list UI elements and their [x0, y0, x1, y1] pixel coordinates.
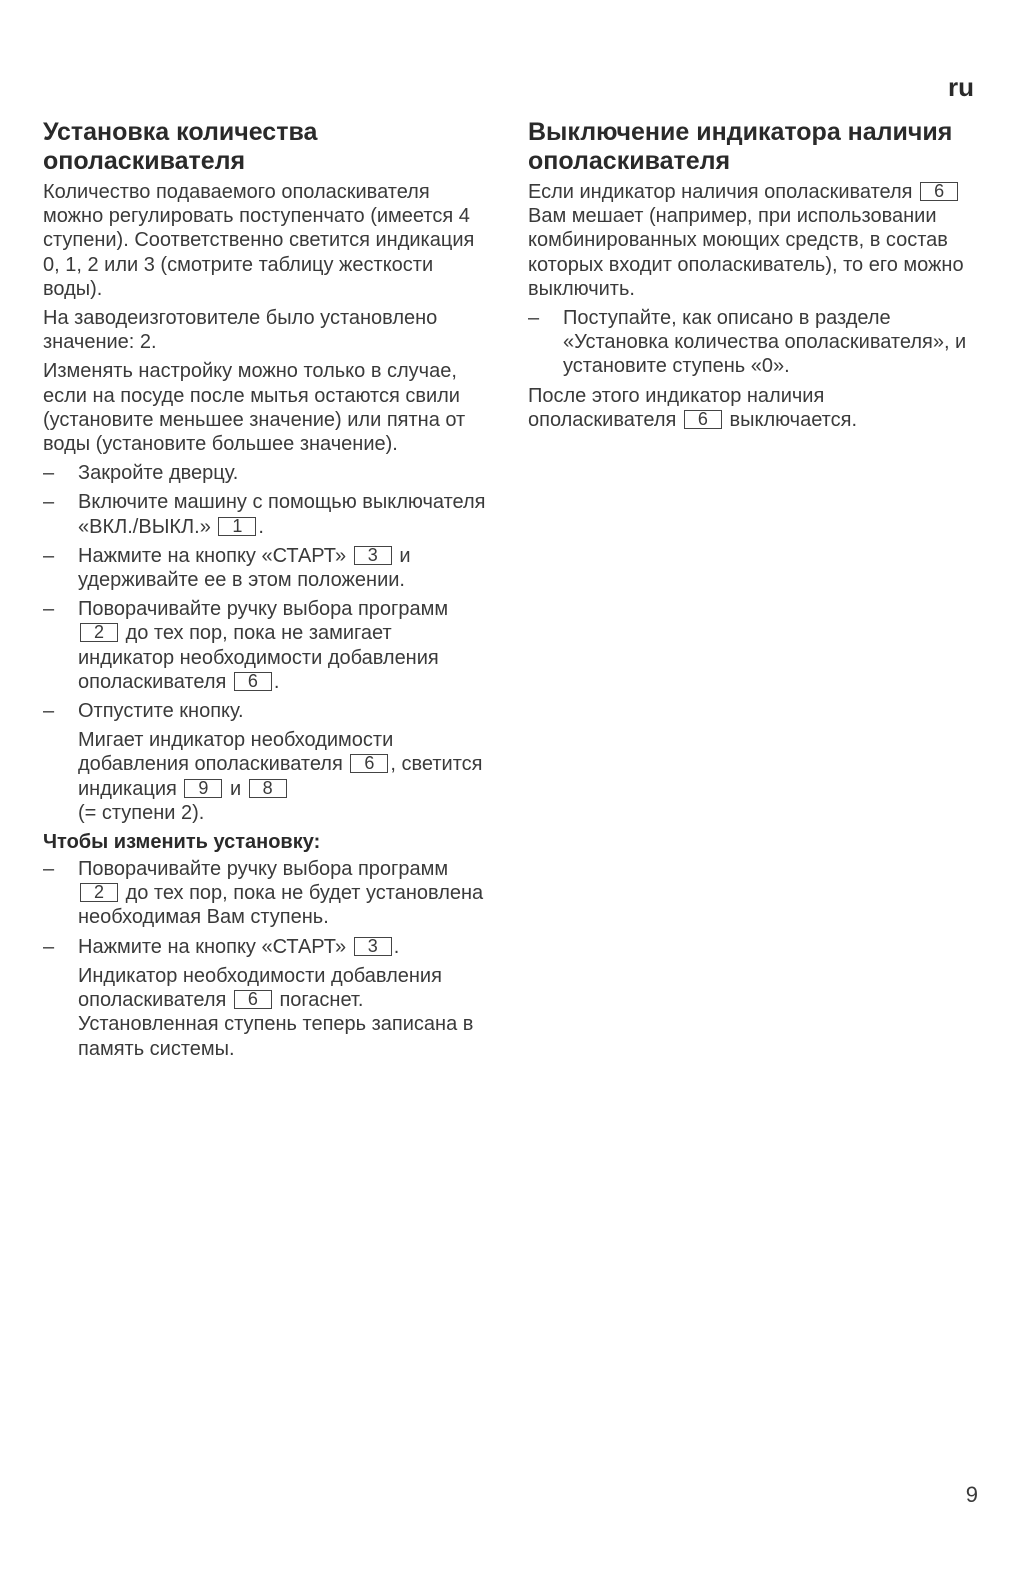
step-result [43, 964, 493, 1061]
paragraph-factory-setting: На заводеизготовителе было установлено значение: 2. [43, 307, 438, 354]
step-text: Отпустите кнопку. [78, 700, 244, 723]
key-ref: 9 [184, 779, 222, 798]
step-text: Нажмите на кнопку «СТАРТ» [78, 935, 347, 958]
key-ref: 6 [234, 672, 272, 691]
dash-marker: – [43, 544, 55, 567]
paragraph-text: После этого индикатор наличия ополаскивателя [528, 384, 825, 431]
dash-marker: – [43, 935, 55, 958]
page-number: 9 [965, 1482, 978, 1507]
section-title-rinse-aid-amount: Установка количества ополаскивателя [43, 118, 318, 175]
paragraph-text: Вам мешает (например, при использовании комбинированных моющих средств, в состав которых входит ополаскиватель), то его можно выключить. [528, 205, 964, 300]
step-text: Включите машину с помощью выключателя «ВКЛ./ВЫКЛ.» [78, 491, 486, 538]
paragraph-when-to-change: Изменять настройку можно только в случае, если на посуде после мытья остаются свили (установите меньшее значение) или пятна от воды (установите большее значение). [43, 360, 466, 456]
language-code: ru [948, 72, 974, 102]
key-ref: 6 [234, 990, 272, 1009]
key-ref: 1 [218, 517, 256, 536]
key-ref: 8 [249, 779, 287, 798]
change-step-list [43, 857, 493, 959]
step-item [43, 461, 493, 485]
left-column [43, 118, 493, 1066]
step-item [43, 857, 493, 930]
step-result: Мигает индикатор необходимости добавления ополаскивателя 6 , светится индикация 9 и 8 (= ступени 2). [78, 729, 483, 824]
step-text: Закройте дверцу. [78, 462, 239, 485]
right-column [528, 118, 978, 437]
dash-marker: – [43, 700, 55, 723]
section-title-disable-indicator: Выключение индикатора наличия ополаскивателя [528, 118, 953, 175]
paragraph-text: Если индикатор наличия ополаскивателя [528, 181, 913, 203]
step-item: – Включите машину с помощью выключателя «ВКЛ./ВЫКЛ.» 1 . [43, 491, 486, 538]
result-text: и [229, 777, 242, 800]
result-text: Мигает индикатор необходимости добавления ополаскивателя [78, 729, 394, 776]
step-text: до тех пор, пока не будет установлена необходимая Вам ступень. [78, 882, 484, 929]
step-item: – Поворачивайте ручку выбора программ 2 до тех пор, пока не замигает индикатор необходимости добавления ополаскивателя 6 . [43, 598, 449, 693]
dash-marker: – [528, 307, 540, 330]
dash-marker: – [43, 598, 55, 621]
dash-marker: – [43, 462, 55, 485]
step-text: Поступайте, как описано в разделе «Установка количества ополаскивателя», и установите ступень «0». [563, 307, 967, 378]
key-ref: 2 [80, 883, 118, 902]
key-ref: 2 [80, 623, 118, 642]
paragraph-result [528, 384, 978, 432]
paragraph-intro [528, 180, 978, 301]
step-text: и удерживайте ее в этом положении. [78, 544, 411, 592]
result-text: (= ступени 2). [78, 801, 205, 824]
step-item: – Нажмите на кнопку «СТАРТ» 3 . [43, 935, 400, 958]
step-text: Поворачивайте ручку выбора программ [78, 598, 449, 621]
step-item [43, 699, 493, 723]
step-text: Поворачивайте ручку выбора программ [78, 858, 449, 881]
paragraph-text: выключается. [729, 408, 857, 431]
step-text: Нажмите на кнопку «СТАРТ» [78, 544, 347, 567]
result-text: светится индикация [78, 753, 483, 800]
key-ref: 3 [354, 546, 392, 565]
key-ref: 6 [684, 410, 722, 429]
dash-marker: – [43, 858, 55, 881]
result-text: погаснет. Установленная ступень теперь записана в память системы. [78, 989, 474, 1060]
result-text: Индикатор необходимости добавления ополаскивателя [78, 964, 442, 1012]
key-ref: 6 [350, 754, 388, 773]
step-item [43, 544, 493, 592]
step-list [528, 306, 978, 379]
dash-marker: – [43, 491, 55, 514]
paragraph-intro: Количество подаваемого ополаскивателя можно регулировать поступенчато (имеется 4 ступени). Соответственно светится индикация 0, 1, 2 или 3 (смотрите таблицу жесткости воды). [43, 181, 475, 300]
step-text: до тех пор, пока не замигает индикатор необходимости добавления ополаскивателя [78, 622, 439, 693]
step-list [43, 461, 493, 723]
key-ref: 6 [920, 182, 958, 201]
key-ref: 3 [354, 937, 392, 956]
subheading-change-setting: Чтобы изменить установку: [43, 831, 321, 854]
step-item [528, 306, 978, 379]
